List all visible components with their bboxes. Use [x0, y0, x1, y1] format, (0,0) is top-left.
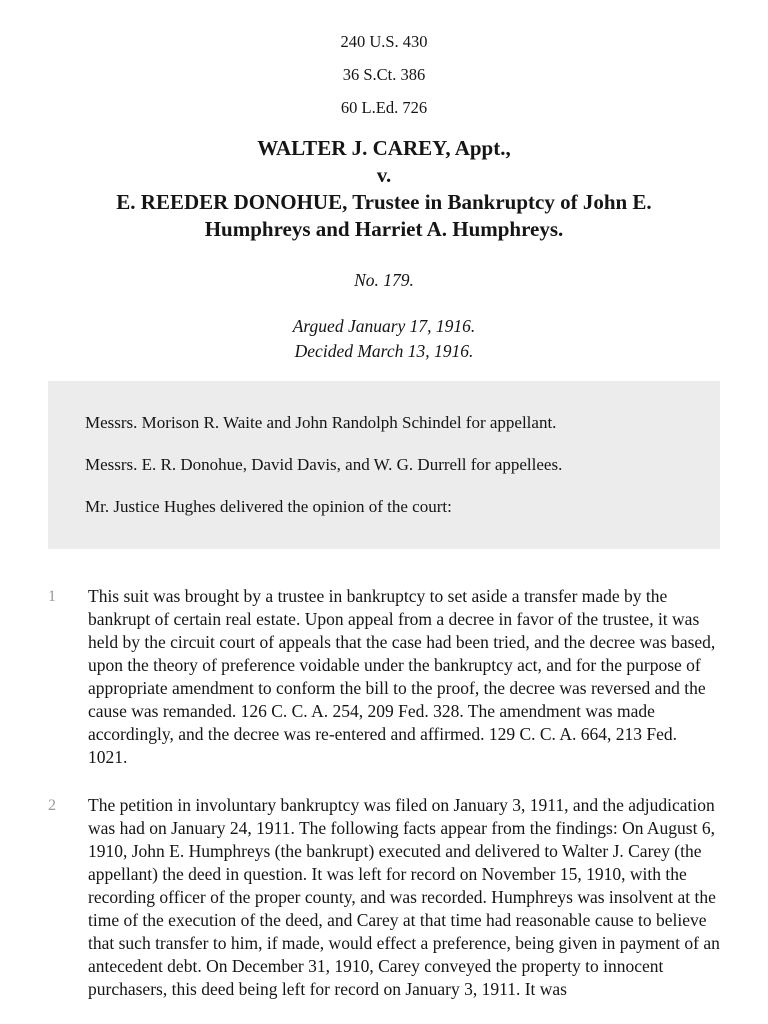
dates-block — [48, 314, 720, 364]
paragraph-text: This suit was brought by a trustee in bankruptcy to set aside a transfer made by the bankrupt of certain real estate. Upon appeal from a decree in favor of the trustee, it was held by the circuit court of appeals that the case had been tried, and the decree was based, upon the theory of preference voidable under the bankruptcy act, and for the purpose of appropriate amendment to conform the bill to the proof, the decree was reversed and the cause was remanded. 126 C. C. A. 254, 209 Fed. 328. The amendment was made accordingly, and the decree was re-entered and affirmed. 129 C. C. A. 664, 213 Fed. 1021. — [88, 586, 716, 767]
paragraph-number: 1 — [48, 588, 56, 605]
case-title — [48, 135, 720, 243]
citation-us-reports: 240 U.S. 430 — [340, 32, 428, 51]
citation-lawyers-edition: 60 L.Ed. 726 — [340, 98, 428, 117]
opinion-paragraph-1 — [48, 585, 720, 769]
citation-block — [48, 31, 720, 119]
appellant-counsel: Messrs. Morison R. Waite and John Randolph Schindel for appellant. — [85, 413, 557, 432]
appellee-name-line-2: Humphreys and Harriet A. Humphreys. — [204, 217, 564, 241]
opinion-paragraph-2 — [48, 794, 720, 1001]
counsel-box — [48, 381, 720, 549]
paragraph-number: 2 — [48, 797, 56, 814]
docket-number: No. 179. — [354, 270, 414, 290]
argued-date: Argued January 17, 1916. — [292, 316, 476, 336]
opinion-body — [48, 585, 720, 1001]
appellee-counsel: Messrs. E. R. Donohue, David Davis, and W. G. Durrell for appellees. — [85, 455, 563, 474]
opinion-author-line: Mr. Justice Hughes delivered the opinion of the court: — [85, 497, 452, 516]
appellant-name: WALTER J. CAREY, Appt., — [257, 136, 511, 160]
appellee-name-line-1: E. REEDER DONOHUE, Trustee in Bankruptcy of John E. — [116, 190, 652, 214]
citation-supreme-court-reporter: 36 S.Ct. 386 — [342, 65, 426, 84]
paragraph-text: The petition in involuntary bankruptcy was filed on January 3, 1911, and the adjudication was had on January 24, 1911. The following facts appear from the findings: On August 6, 1910, John E. Humphreys (the bankrupt) executed and delivered to Walter J. Carey (the appellant) the deed in question. It was left for record on November 15, 1910, with the recording officer of the proper county, and was recorded. Humphreys was insolvent at the time of the execution of the deed, and Carey at that time had reasonable cause to believe that such transfer to him, if made, would effect a preference, being given in payment of an antecedent debt. On December 31, 1910, Carey conveyed the property to innocent purchasers, this deed being left for record on January 3, 1911. It was — [88, 795, 720, 999]
decided-date: Decided March 13, 1916. — [294, 341, 474, 361]
versus-separator: v. — [376, 163, 392, 187]
